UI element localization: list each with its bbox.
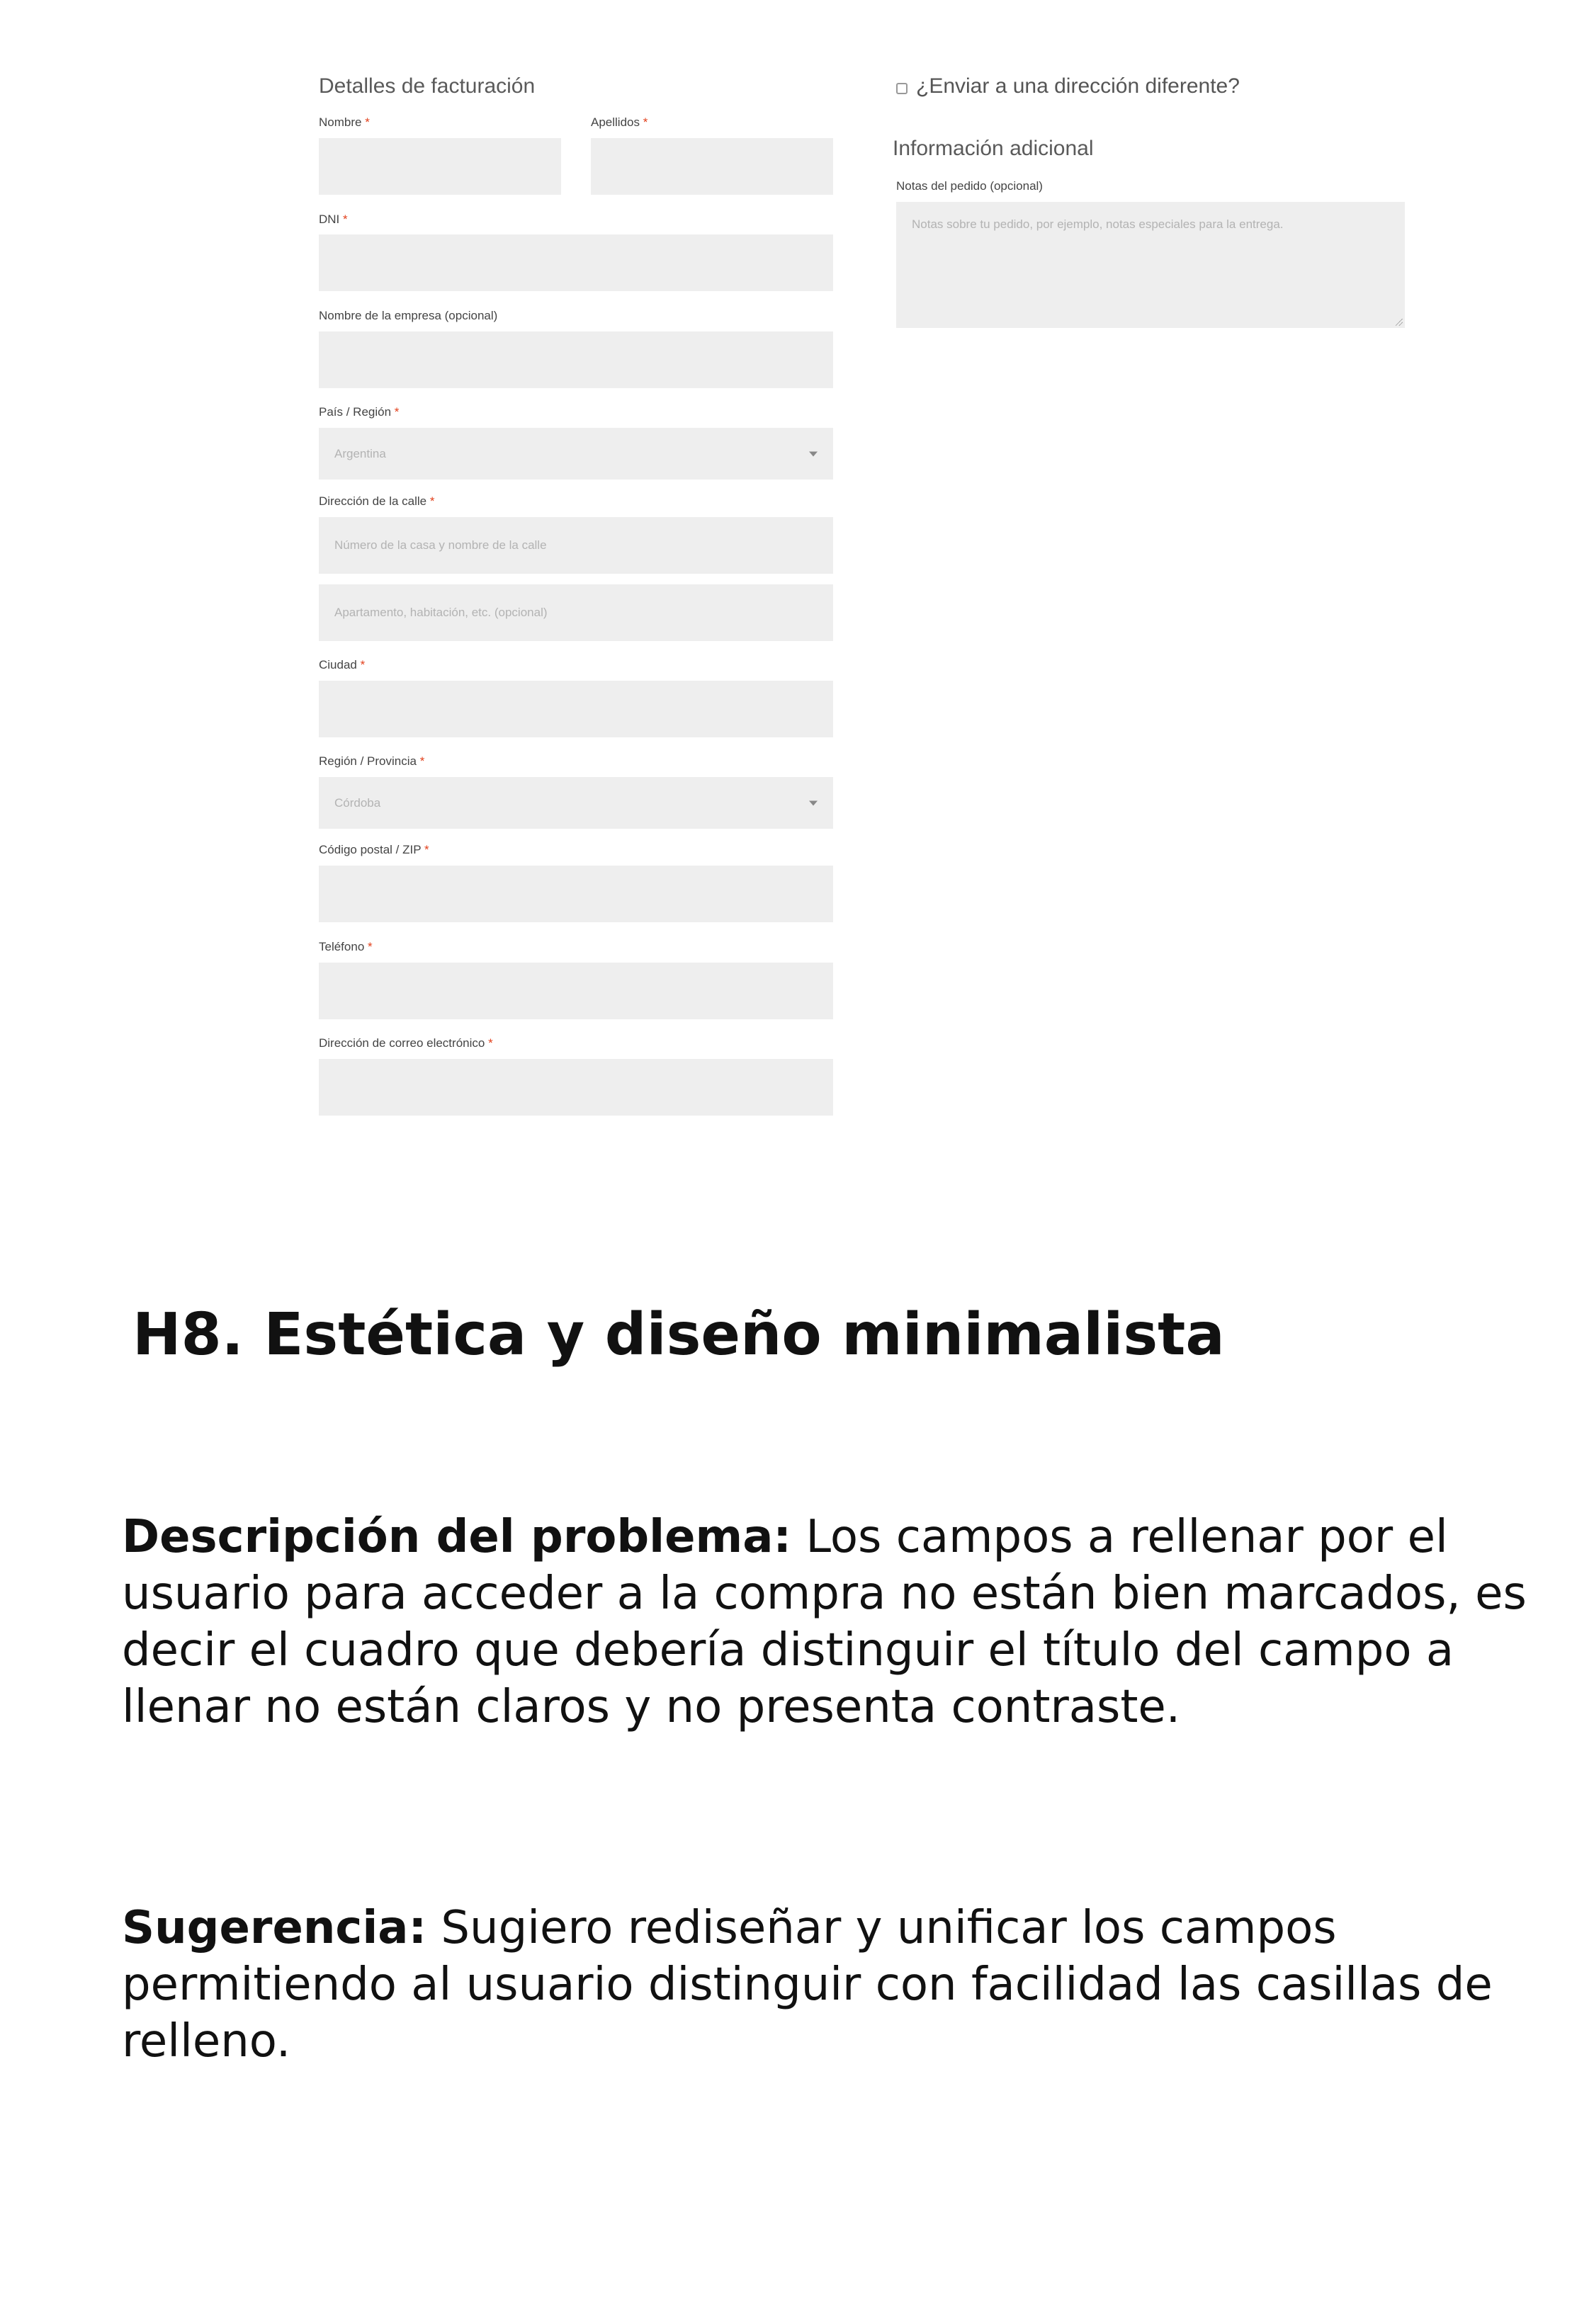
- suggestion-label: Sugerencia:: [122, 1902, 427, 1954]
- billing-title: Detalles de facturación: [319, 74, 536, 98]
- order-notes-placeholder: Notas sobre tu pedido, por ejemplo, notas especiales para la entrega.: [912, 217, 1284, 231]
- ship-different-checkbox[interactable]: [896, 83, 908, 94]
- chevron-down-icon: [809, 451, 818, 456]
- resize-handle-icon[interactable]: [1396, 319, 1403, 326]
- phone-label: Teléfono *: [319, 940, 373, 953]
- first-name-input[interactable]: [319, 138, 561, 195]
- suggestion-text: Sugiero rediseñar y unificar los campos permitiendo al usuario distinguir con facilidad las casillas de relleno.: [122, 1902, 1493, 2068]
- street-input[interactable]: [319, 517, 833, 574]
- region-value: Córdoba: [334, 795, 381, 810]
- chevron-down-icon: [809, 800, 818, 805]
- postcode-input[interactable]: [319, 866, 833, 922]
- additional-info-title: Información adicional: [893, 137, 1094, 160]
- first-name-label: Nombre *: [319, 115, 370, 129]
- company-input[interactable]: [319, 331, 833, 388]
- city-input[interactable]: [319, 681, 833, 737]
- apartment-placeholder: Apartamento, habitación, etc. (opcional): [334, 606, 548, 619]
- apartment-input[interactable]: [319, 584, 833, 641]
- problem-paragraph: [122, 1509, 1546, 1735]
- problem-text: Los campos a rellenar por el usuario para acceder a la compra no están bien marcados, es decir el cuadro que debería distinguir el título del campo a llenar no están claros y no presenta contraste.: [122, 1511, 1527, 1733]
- city-label: Ciudad *: [319, 658, 366, 671]
- country-value: Argentina: [334, 446, 386, 460]
- email-input[interactable]: [319, 1059, 833, 1116]
- phone-input[interactable]: [319, 963, 833, 1019]
- order-notes-label: Notas del pedido (opcional): [896, 179, 1043, 193]
- country-label: País / Región *: [319, 405, 400, 419]
- dni-label: DNI *: [319, 212, 348, 226]
- region-label: Región / Provincia *: [319, 754, 425, 768]
- dni-input[interactable]: [319, 234, 833, 291]
- street-label: Dirección de la calle *: [319, 494, 435, 508]
- suggestion-paragraph: [122, 1900, 1546, 2070]
- order-notes-textarea[interactable]: [896, 202, 1405, 328]
- company-label: Nombre de la empresa (opcional): [319, 309, 498, 322]
- section-heading: H8. Estética y diseño minimalista: [132, 1301, 1225, 1368]
- country-select[interactable]: [319, 428, 833, 480]
- email-label: Dirección de correo electrónico *: [319, 1036, 493, 1050]
- street-placeholder: Número de la casa y nombre de la calle: [334, 538, 547, 552]
- problem-label: Descripción del problema:: [122, 1511, 791, 1563]
- last-name-label: Apellidos *: [591, 115, 648, 129]
- region-select[interactable]: [319, 777, 833, 829]
- postcode-label: Código postal / ZIP *: [319, 843, 429, 856]
- last-name-input[interactable]: [591, 138, 833, 195]
- ship-different-label[interactable]: ¿Enviar a una dirección diferente?: [916, 74, 1240, 98]
